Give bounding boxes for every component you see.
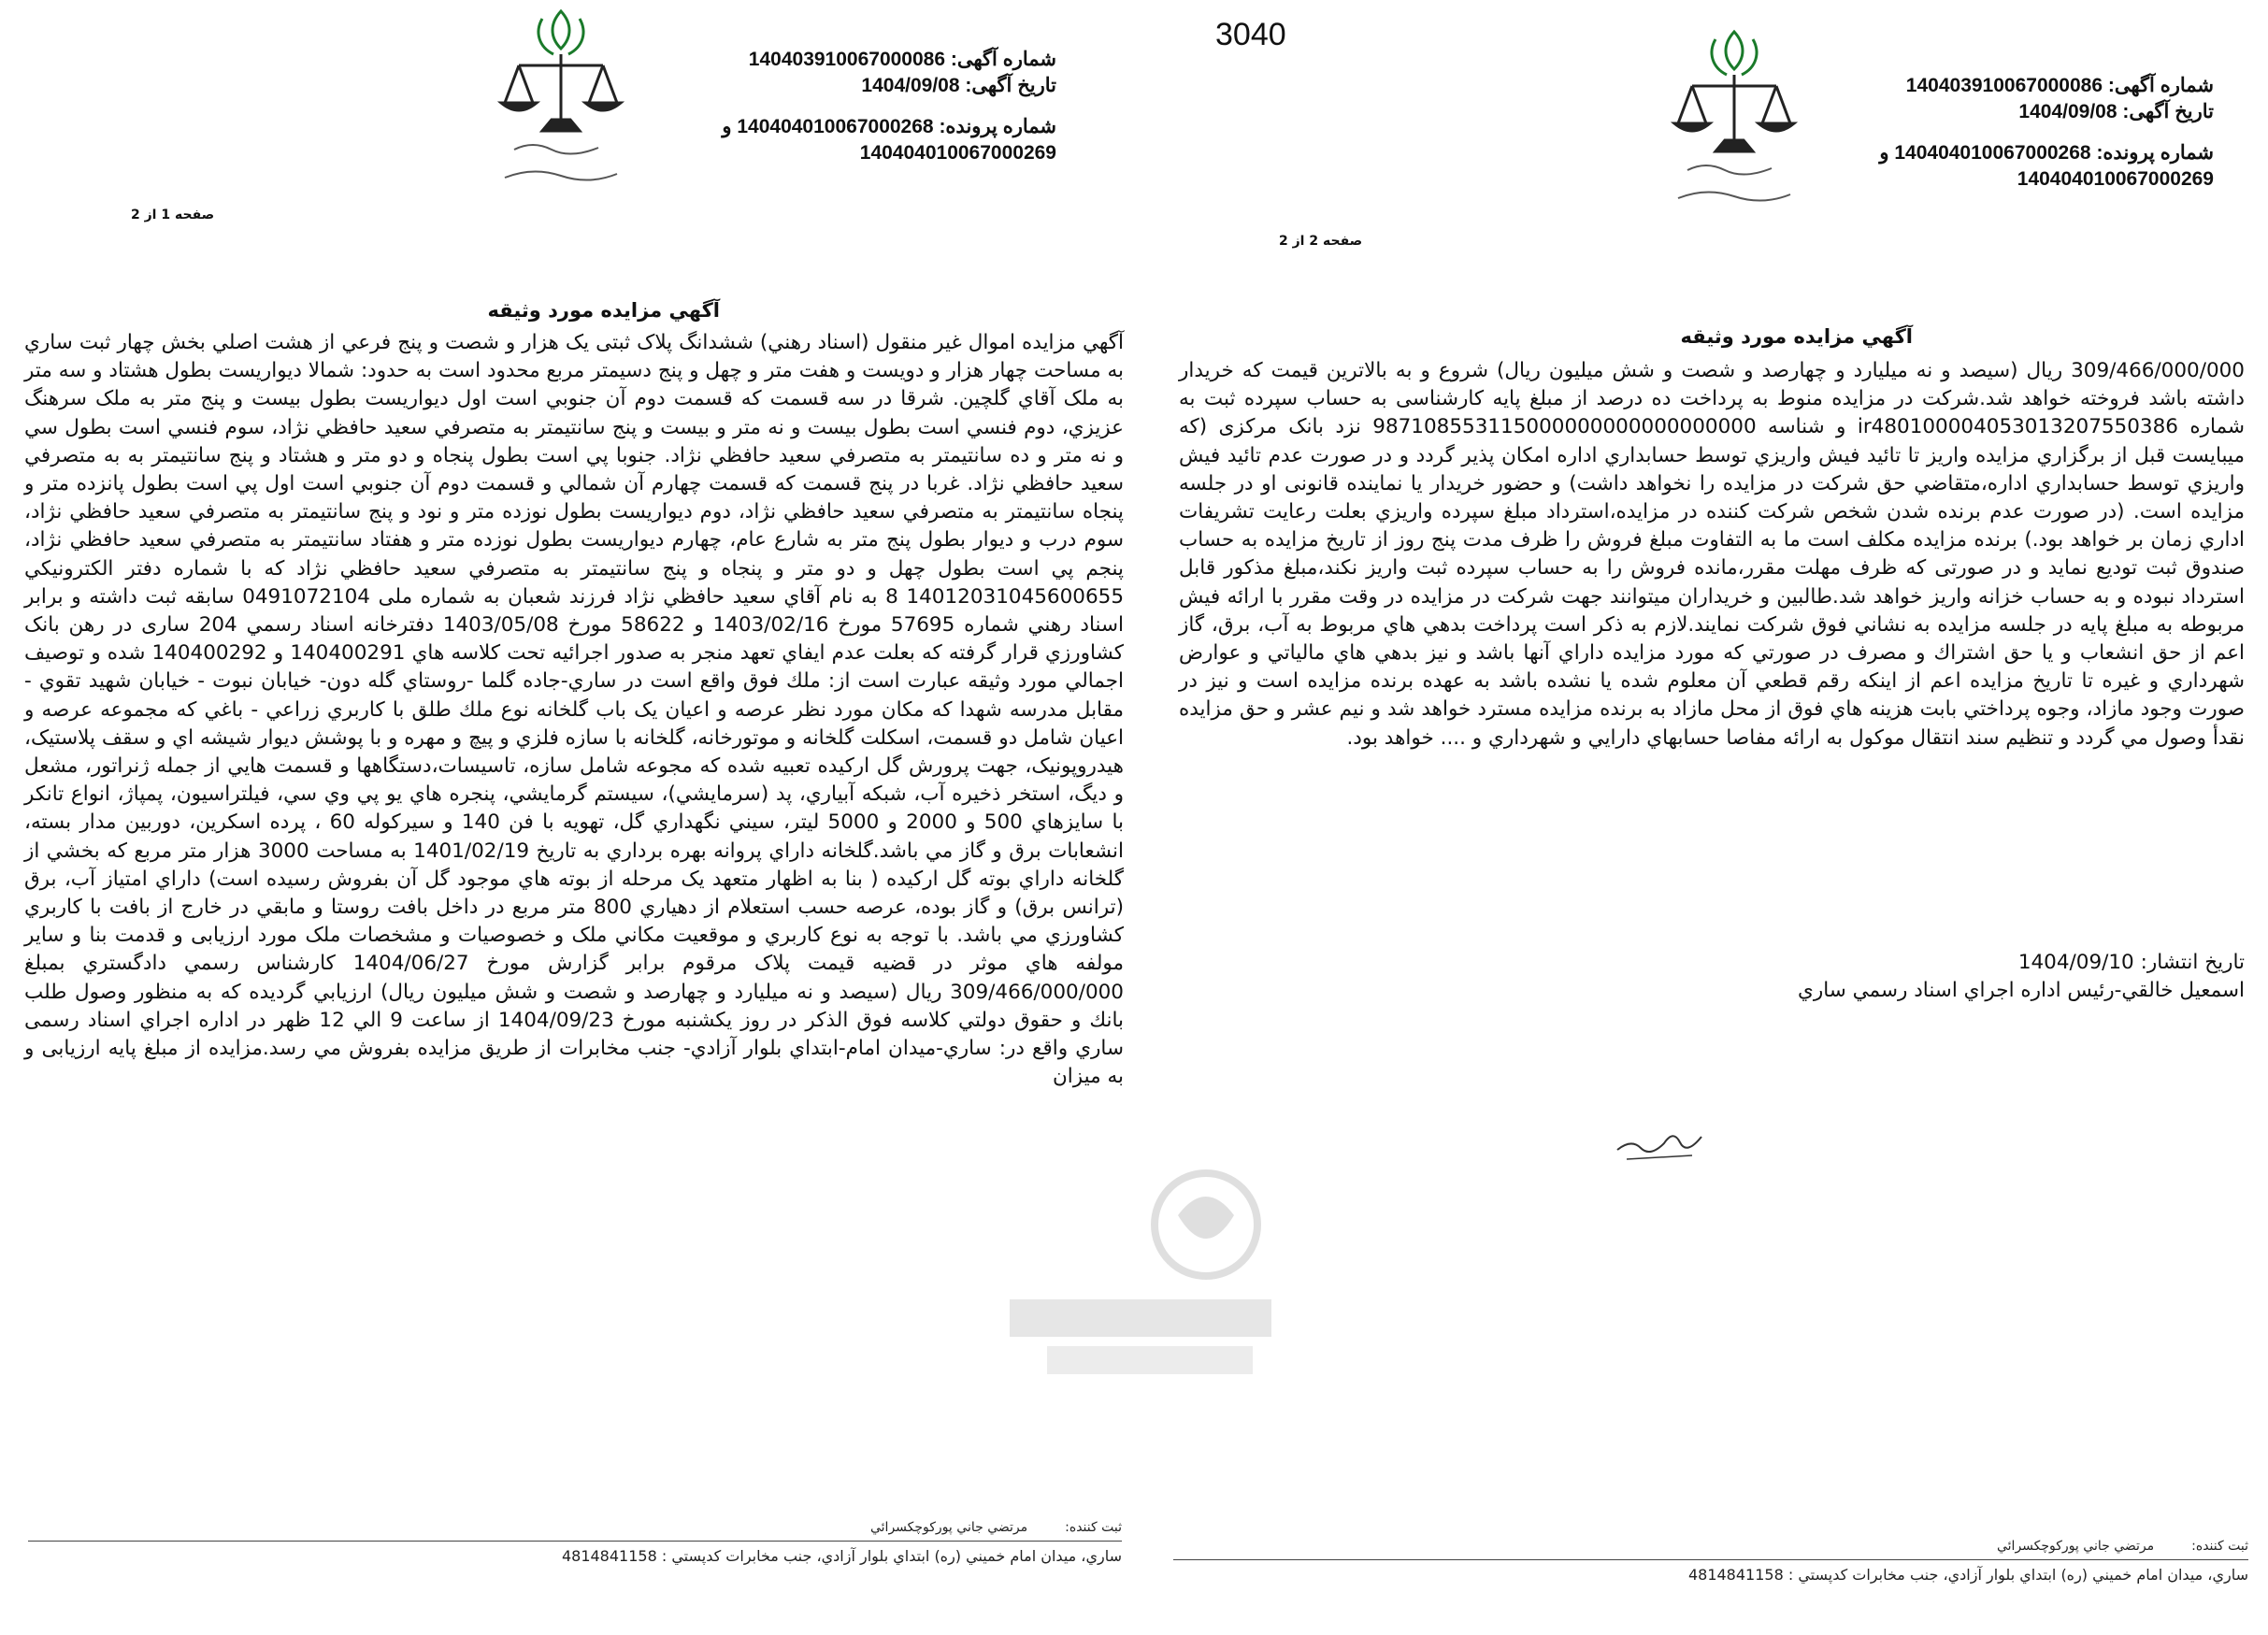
ad-number-row bbox=[533, 47, 1056, 73]
footer-address: ساري، ميدان امام خميني (ره) ابتداي بلوار آزادي، جنب مخابرات كدپستي : 4814841158 bbox=[561, 1547, 1122, 1565]
ad-date-row bbox=[533, 73, 1056, 99]
file-number-2: 140404010067000269 bbox=[859, 142, 1056, 164]
registrar-name: مرتضي جاني پوركوچكسرائي bbox=[1996, 1539, 2155, 1554]
publish-date: 1404/09/10 bbox=[2017, 951, 2134, 974]
file-number-row-2 bbox=[533, 140, 1056, 166]
file-number-label: شماره پرونده: bbox=[2096, 142, 2214, 164]
file-number-and: و bbox=[722, 116, 732, 137]
ad-date-label: تاریخ آگهی: bbox=[965, 75, 1056, 96]
ad-number-row bbox=[1784, 73, 2214, 99]
ad-meta bbox=[1784, 73, 2214, 193]
ad-meta bbox=[533, 47, 1056, 166]
page-two bbox=[1145, 0, 2268, 1635]
signatory: اسمعيل خالقي-رئيس اداره اجراي اسناد رسمي ساري bbox=[1798, 979, 2245, 1003]
registrar-label: ثبت کننده: bbox=[2191, 1539, 2248, 1554]
publish-date-label: تاريخ انتشار: bbox=[2140, 951, 2245, 974]
registrar-name: مرتضي جاني پوركوچكسرائي bbox=[869, 1520, 1028, 1535]
publish-date-row bbox=[1179, 949, 2245, 977]
top-page-number: 3040 bbox=[1215, 17, 1286, 52]
file-number-2: 140404010067000269 bbox=[2017, 168, 2214, 190]
page-indicator: صفحه 1 از 2 bbox=[131, 208, 215, 222]
file-number-1: 140404010067000268 bbox=[737, 116, 934, 137]
page-footer bbox=[1173, 1539, 2248, 1584]
file-number-label: شماره پرونده: bbox=[939, 116, 1056, 137]
ad-date: 1404/09/08 bbox=[2018, 101, 2117, 122]
file-number-and: و bbox=[1879, 142, 1889, 164]
registrar-label: ثبت کننده: bbox=[1065, 1520, 1122, 1535]
ad-date: 1404/09/08 bbox=[861, 75, 960, 96]
notice-paragraph: آگهي مزايده اموال غير منقول (اسناد رهني) ششدانگ پلاک ثبتی يک هزار و شصت و پنج فرعي از هشت اصلي بخش چهار ثبت ساري به مساحت چهار هزار و دويست و هفت متر و چهل و پنج دسيمتر مربع محدود است به حدود: شمالا ديواريست بطول هشتاد و سه متر به ملک آقاي گلچين. شرقا در سه قسمت که قسمت دوم آن جنوبي است اول ديواريست بطول بيست و پنج متر به ملک سرهنگ عزيزي، دوم فنسي است بطول بيست و نه متر و بيست و پنج سانتيمتر به متصرفي سعيد حافظي نژاد، سوم فنسي است بطول سي و نه متر و ده سانتيمتر به متصرفي سعيد حافظي نژاد. جنوبا پي است بطول پنجاه و دو متر و هشتاد و پنج سانتيمتر به به متصرفي سعيد حافظي نژاد. غربا در پنج قسمت که قسمت چهارم آن شمالي و قسمت دوم آن جنوبي است اول پي است بطول پانزده متر و پنجاه سانتيمتر به متصرفي سعيد حافظي نژاد، دوم ديواريست بطول نوزده متر و نود و پنج سانتيمتر به متصرفي سعيد حافظي نژاد، سوم درب و ديوار بطول پنج متر به شارع عام، چهارم ديواريست بطول نوزده متر و هفتاد سانتيمتر به متصرفي سعيد حافظي نژاد، پنجم پي است بطول چهل و دو متر و پنجاه و پنج سانتيمتر به متصرفي سعيد حافظي نژاد که با شماره دفتر الکترونيکي 14012031045600655 8 به نام آقاي سعيد حافظي نژاد فرزند شعبان به شماره ملی 0491072104 سابقه ثبت داشته و برابر اسناد رهني شماره 57695 مورخ 1403/02/16 و 58622 مورخ 1403/05/08 دفترخانه اسناد رسمي 204 ساری در رهن بانک کشاورزي قرار گرفته که بعلت عدم ايفاي تعهد منجر به صدور اجرائيه تحت کلاسه هاي 140400291 و 140400292 شده و توصيف اجمالي مورد وثيقه عبارت است از: ملك فوق واقع است در ساري-جاده گلما -روستاي گله دون- خيابان نبوت - خيابان شهيد تقوي - مقابل مدرسه شهدا که مکان مورد نظر عرصه و اعيان يک باب گلخانه نوع ملك طلق با كاربري زراعي - باغي كه مجموعه عرصه و اعيان شامل دو قسمت، اسکلت گلخانه و موتورخانه، گلخانه با سازه فلزي و پيچ و مهره و با پوشش ديوار شيشه اي و سقف پلاستيک، هيدروپونيک، جهت پرورش گل اركيده تعبيه شده كه مجوعه شامل سازه، تاسيسات،دستگاهها و قسمت هايي از جمله ژنراتور، مشعل و ديگ، استخر ذخيره آب، شبکه آبياري، پد (سرمايشي)، سيستم گرمايشي، پنجره هاي يو پي وي سي، فيلتراسيون، پمپاژ، انواع تانكر با سايزهاي 500 و 2000 و 5000 ليتر، سيني نگهداري گل، تهويه با فن 140 و سيركوله 60 ، پرده اسكرين، دوربين مدار بسته، انشعابات برق و گاز مي باشد.گلخانه داراي پروانه بهره برداري به تاريخ 1401/02/19 به مساحت 3000 هزار متر مربع كه بخشي از گلخانه داراي بوته گل اركيده ( بنا به اظهار متعهد يک مرحله از بوته هاي موجود گل آن بفروش رسيده است) داراي امتياز آب، برق (ترانس برق) و گاز بوده، عرصه حسب استعلام از دهياري 800 متر مربع در داخل بافت روستا و مابقي در خارج از بافت با کاربري کشاورزي مي باشد. با توجه به نوع کاربري و موقعيت مکاني ملک و خصوصيات و مشخصات ملک مورد ارزيابی و قدمت بنا و ساير مولفه هاي موثر در قضيه قيمت پلاک مرقوم برابر گزارش مورخ 1404/06/27 کارشناس رسمي دادگستري بمبلغ 309/466/000/000 ريال (سيصد و نه ميليارد و چهارصد و شصت و شش ميليون ريال) ارزيابي گرديده كه به منظور وصول طلب بانك و حقوق دولتي كلاسه فوق الذكر در روز يکشنبه مورخ 1404/09/23 از ساعت 9 الي 12 ظهر در اداره اجراي اسناد رسمی ساري واقع در: ساري-ميدان امام-ابتداي بلوار آزادي- جنب مخابرات از طريق مزايده بفروش مي رسد.مزايده از مبلغ پايه ارزيابی و به ميزان bbox=[24, 331, 1125, 1089]
notice-body bbox=[24, 329, 1124, 1091]
page-title: آگهي مزايده مورد وثيقه bbox=[487, 299, 720, 322]
file-number-row bbox=[1784, 140, 2214, 166]
registrar-row bbox=[28, 1520, 1122, 1535]
registrar-row bbox=[1173, 1539, 2248, 1554]
footer-divider bbox=[1173, 1559, 2248, 1560]
footer-address: ساري، ميدان امام خميني (ره) ابتداي بلوار آزادي، جنب مخابرات كدپستي : 4814841158 bbox=[1687, 1566, 2248, 1584]
ad-date-label: تاریخ آگهی: bbox=[2122, 101, 2214, 122]
ad-number: 140403910067000086 bbox=[1905, 75, 2103, 96]
page-indicator: صفحه 2 از 2 bbox=[1279, 234, 1363, 249]
file-number-1: 140404010067000268 bbox=[1894, 142, 2091, 164]
file-number-row bbox=[533, 114, 1056, 140]
file-number-row-2 bbox=[1784, 166, 2214, 193]
ad-number-label: شماره آگهی: bbox=[950, 49, 1056, 70]
ad-date-row bbox=[1784, 99, 2214, 125]
publish-info bbox=[1179, 949, 2245, 1005]
notice-body bbox=[1179, 357, 2245, 753]
signature-icon bbox=[1613, 1111, 1706, 1167]
ad-number: 140403910067000086 bbox=[748, 49, 946, 70]
page-footer bbox=[28, 1520, 1122, 1565]
ad-number-label: شماره آگهی: bbox=[2107, 75, 2214, 96]
notice-paragraph: 309/466/000/000 ريال (سيصد و نه ميليارد و چهارصد و شصت و شش ميليون ريال) شروع و به بالاترين قيمت كه خريدار داشته باشد فروخته خواهد شد.شرکت در مزايده منوط به پرداخت ده درصد از مبلغ پايه کارشناسی به حساب سپرده ثبت به شماره ir480100004053013207550386 و شناسه 987108553115000000000000000000 نزد بانک مرکزی (که ميبايست قبل از برگزاري مزايده واريز تا تائيد فيش واريزي توسط حسابداري اداره امکان پذير گردد و در صورت عدم تائيد فيش واريزي توسط حسابداري اداره،متقاضي حق شركت در مزايده را نخواهد داشت) و حضور خريدار يا نماينده قانونی او در جلسه مزايده است. (در صورت عدم برنده شدن شخص شرکت کننده در مزايده،استرداد مبلغ سپرده واريزي بعلت رعايت تشريفات اداري زمان بر خواهد بود.) برنده مزايده مکلف است ما به التفاوت مبلغ فروش را ظرف مدت پنج روز از تاريخ مزايده به حساب صندوق ثبت توديع نمايد و در صورتی كه ظرف مهلت مقرر،مانده فروش را به حساب سپرده ثبت واريز نکند،مبلغ مذکور قابل استرداد نبوده و به حساب خزانه واريز خواهد شد.طالبين و خريداران ميتوانند جهت شرکت در مزايده در وقت مقرر با ارائه فيش مربوطه به مبلغ پايه در جلسه مزايده به نشاني فوق شركت نمايند.لازم به ذكر است پرداخت بدهي هاي مربوط به آب، برق، گاز اعم از حق انشعاب و يا حق اشتراك و مصرف در صورتي كه مورد مزايده داراي آنها باشد و نيز بدهي هاي مالياتي و عوارض شهرداري و غيره تا تاريخ مزايده اعم از اينکه رقم قطعي آن معلوم شده يا نشده باشد به عهده برنده مزايده است و نيز در صورت وجود مازاد، وجوه پرداختي بابت هزينه هاي فوق از محل مازاد به برنده مزايده مسترد خواهد شد و نيم عشر و حق مزايده نقدأ وصول مي گردد و تنظيم سند انتقال موکول به ارائه مفاصا حسابهاي دارايي و شهرداري و .... خواهد بود. bbox=[1179, 359, 2245, 750]
page-title: آگهي مزايده مورد وثيقه bbox=[1680, 325, 1913, 348]
footer-divider bbox=[28, 1541, 1122, 1542]
